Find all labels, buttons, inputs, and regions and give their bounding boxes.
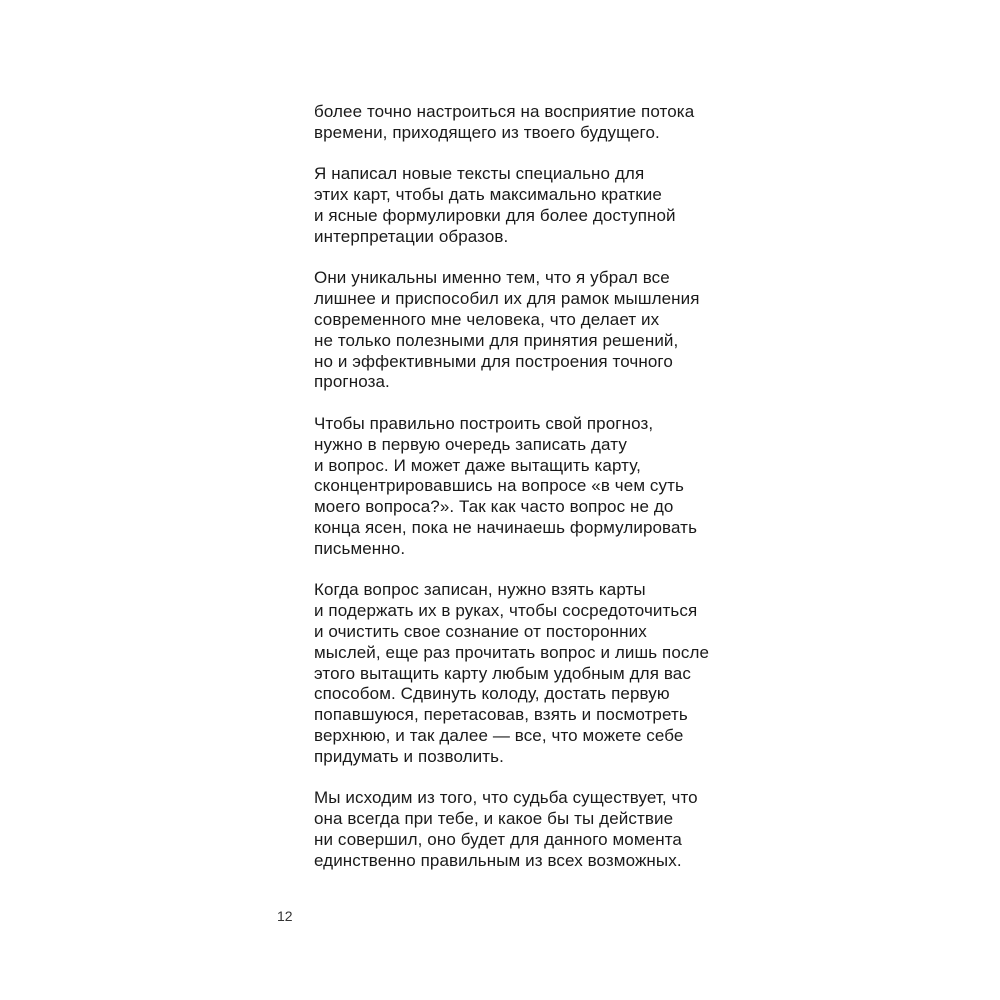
text-line: конца ясен, пока не начинаешь формулировать	[314, 517, 698, 537]
text-line: прогноза.	[314, 372, 390, 392]
text-line: Я написал новые тексты специально для	[314, 164, 645, 184]
text-line: попавшуюся, перетасовав, взять и посмотреть	[314, 705, 688, 725]
text-line: и подержать их в руках, чтобы сосредоточиться	[314, 601, 698, 621]
text-line: современного мне человека, что делает их	[314, 309, 660, 329]
text-line: верхнюю, и так далее — все, что можете себе	[314, 725, 684, 745]
paragraph-4	[314, 414, 754, 560]
text-line: она всегда при тебе, и какое бы ты действие	[314, 809, 674, 829]
text-line: этого вытащить карту любым удобным для вас	[314, 663, 691, 683]
text-line: Они уникальны именно тем, что я убрал все	[314, 268, 670, 288]
text-line: моего вопроса?». Так как часто вопрос не до	[314, 497, 674, 517]
paragraph-5	[314, 580, 754, 767]
paragraph-3	[314, 268, 754, 393]
paragraph-2	[314, 164, 754, 247]
text-line: мыслей, еще раз прочитать вопрос и лишь после	[314, 642, 710, 662]
text-line: и ясные формулировки для более доступной	[314, 205, 676, 225]
text-line: единственно правильным из всех возможных.	[314, 850, 682, 870]
text-line: но и эффективными для построения точного	[314, 351, 673, 371]
text-line: нужно в первую очередь записать дату	[314, 434, 627, 454]
text-line: времени, приходящего из твоего будущего.	[314, 122, 660, 142]
paragraph-1	[314, 102, 754, 144]
text-line: письменно.	[314, 538, 406, 558]
page-number: 12	[277, 908, 293, 924]
text-line: и очистить свое сознание от посторонних	[314, 621, 647, 641]
text-line: способом. Сдвинуть колоду, достать первую	[314, 684, 670, 704]
text-line: придумать и позволить.	[314, 746, 504, 766]
body-text	[314, 102, 754, 892]
paragraph-6	[314, 788, 754, 871]
text-line: Мы исходим из того, что судьба существует, что	[314, 788, 698, 808]
text-line: и вопрос. И может даже вытащить карту,	[314, 455, 641, 475]
text-line: этих карт, чтобы дать максимально краткие	[314, 185, 662, 205]
text-line: Чтобы правильно построить свой прогноз,	[314, 413, 654, 433]
text-line: интерпретации образов.	[314, 226, 509, 246]
text-line: не только полезными для принятия решений,	[314, 330, 679, 350]
text-line: Когда вопрос записан, нужно взять карты	[314, 580, 646, 600]
text-line: более точно настроиться на восприятие потока	[314, 102, 695, 121]
text-line: сконцентрировавшись на вопросе «в чем суть	[314, 476, 684, 496]
text-line: лишнее и приспособил их для рамок мышления	[314, 289, 700, 309]
text-line: ни совершил, оно будет для данного момента	[314, 829, 682, 849]
